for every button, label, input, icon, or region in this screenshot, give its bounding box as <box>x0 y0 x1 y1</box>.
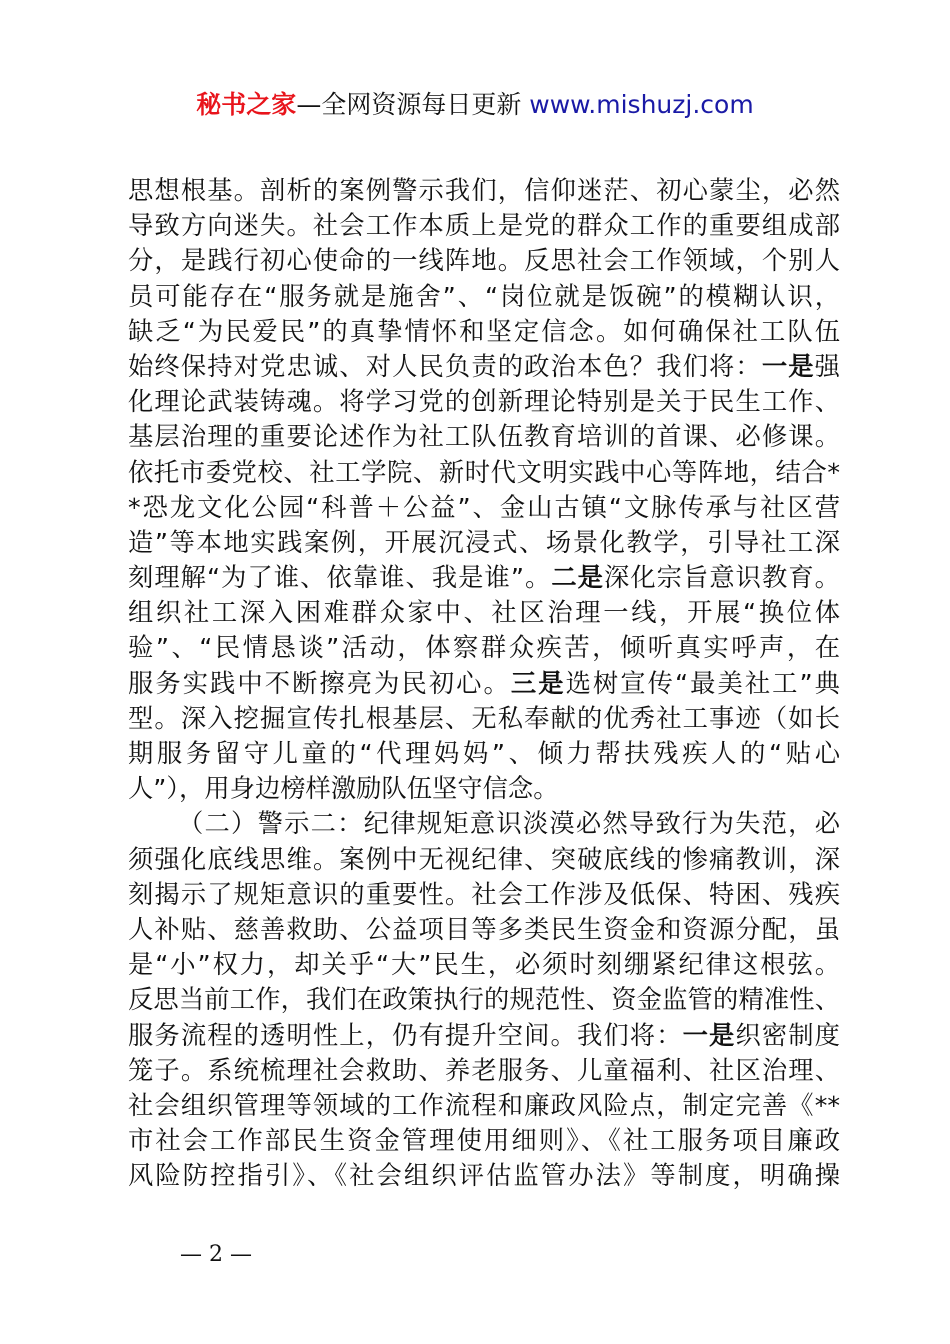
line-text: 反思当前工作，我们在政策执行的规范性、资金监管的精准性、 <box>128 985 840 1015</box>
text-line <box>128 1123 840 1158</box>
text-line <box>128 455 840 490</box>
line-text: 缺乏“为民爱民”的真挚情怀和坚定信念。如何确保社工队伍 <box>128 316 840 346</box>
line-text: 是“小”权力，却关乎“大”民生，必须时刻绷紧纪律这根弦。 <box>128 950 840 980</box>
text-line <box>128 349 840 384</box>
text-line <box>128 771 840 806</box>
line-text: 始终保持对党忠诚、对人民负责的政治本色？我们将： <box>128 351 762 381</box>
line-text: 人补贴、慈善救助、公益项目等多类民生资金和资源分配，虽 <box>128 914 840 944</box>
line-text: 须强化底线思维。案例中无视纪律、突破底线的惨痛教训，深 <box>128 844 840 874</box>
line-text: 化理论武装铸魂。将学习党的创新理论特别是关于民生工作、 <box>128 387 840 417</box>
line-text: 造”等本地实践案例，开展沉浸式、场景化教学，引导社工深 <box>128 527 840 557</box>
text-line <box>128 912 840 947</box>
text-line <box>128 947 840 982</box>
line-text: 依托市委党校、社工学院、新时代文明实践中心等阵地，结合* <box>128 457 840 487</box>
text-line <box>128 877 840 912</box>
text-line <box>128 560 840 595</box>
text-line <box>128 525 840 560</box>
line-text: 基层治理的重要论述作为社工队伍教育培训的首课、必修课。 <box>128 422 840 452</box>
text-line <box>128 982 840 1017</box>
text-line <box>128 314 840 349</box>
text-line <box>128 243 840 278</box>
line-text-after: 选树宣传“最美社工”典 <box>565 668 840 698</box>
site-header <box>0 88 950 122</box>
line-text: 导致方向迷失。社会工作本质上是党的群众工作的重要组成部 <box>128 211 840 241</box>
line-text: 刻理解“为了谁、依靠谁、我是谁”。 <box>128 563 552 593</box>
line-text: 型。深入挖掘宣传扎根基层、无私奉献的优秀社工事迹（如长 <box>128 703 840 733</box>
text-line <box>128 208 840 243</box>
line-text: 思想根基。剖析的案例警示我们，信仰迷茫、初心蒙尘，必然 <box>128 176 840 205</box>
text-line <box>128 842 840 877</box>
text-line <box>128 490 840 525</box>
bold-keyword: 一是 <box>682 1020 736 1050</box>
text-line <box>128 279 840 314</box>
line-text: （二）警示二：纪律规矩意识淡漠必然导致行为失范，必 <box>178 809 840 839</box>
text-line <box>128 1158 840 1193</box>
site-url-link[interactable]: www.mishuzj.com <box>529 90 754 119</box>
text-line <box>128 1088 840 1123</box>
line-text: 验”、“民情恳谈”活动，体察群众疾苦，倾听真实呼声，在 <box>128 633 840 663</box>
line-text: 人”），用身边榜样激励队伍坚守信念。 <box>128 774 559 804</box>
line-text: 刻揭示了规矩意识的重要性。社会工作涉及低保、特困、残疾 <box>128 879 840 909</box>
bold-keyword: 二是 <box>551 563 604 593</box>
text-line <box>128 736 840 771</box>
line-text: 员可能存在“服务就是施舍”、“岗位就是饭碗”的模糊认识， <box>128 281 840 311</box>
bold-keyword: 三是 <box>510 668 566 698</box>
text-line <box>128 1018 840 1053</box>
text-line <box>128 1053 840 1088</box>
document-body <box>128 173 840 1193</box>
text-line <box>128 595 840 630</box>
line-text: 风险防控指引》、《社会组织评估监管办法》等制度，明确操 <box>128 1161 840 1191</box>
line-text-after: 织密制度 <box>735 1020 840 1050</box>
text-line <box>128 666 840 701</box>
line-text: 社会组织管理等领域的工作流程和廉政风险点，制定完善《** <box>128 1090 840 1120</box>
text-line <box>128 806 840 841</box>
line-text: 期服务留守儿童的“代理妈妈”、倾力帮扶残疾人的“贴心 <box>128 739 840 768</box>
text-line <box>128 419 840 454</box>
text-line <box>128 630 840 665</box>
line-text-after: 强 <box>814 351 840 381</box>
bold-keyword: 一是 <box>761 351 815 381</box>
text-line <box>128 173 840 208</box>
line-text: 市社会工作部民生资金管理使用细则》、《社工服务项目廉政 <box>128 1126 840 1156</box>
line-text: 服务实践中不断擦亮为民初心。 <box>128 668 511 698</box>
header-tagline: —全网资源每日更新 <box>296 90 530 119</box>
text-line <box>128 384 840 419</box>
line-text: 笼子。系统梳理社会救助、养老服务、儿童福利、社区治理、 <box>128 1055 840 1085</box>
brand-name: 秘书之家 <box>196 90 297 119</box>
line-text: 分，是践行初心使命的一线阵地。反思社会工作领域，个别人 <box>128 246 840 276</box>
line-text-after: 深化宗旨意识教育。 <box>604 563 840 593</box>
line-text: 组织社工深入困难群众家中、社区治理一线，开展“换位体 <box>128 598 840 628</box>
page-number: — 2 — <box>180 1242 252 1267</box>
text-line <box>128 701 840 736</box>
line-text: 服务流程的透明性上，仍有提升空间。我们将： <box>128 1020 683 1050</box>
line-text: *恐龙文化公园“科普＋公益”、金山古镇“文脉传承与社区营 <box>128 492 840 522</box>
